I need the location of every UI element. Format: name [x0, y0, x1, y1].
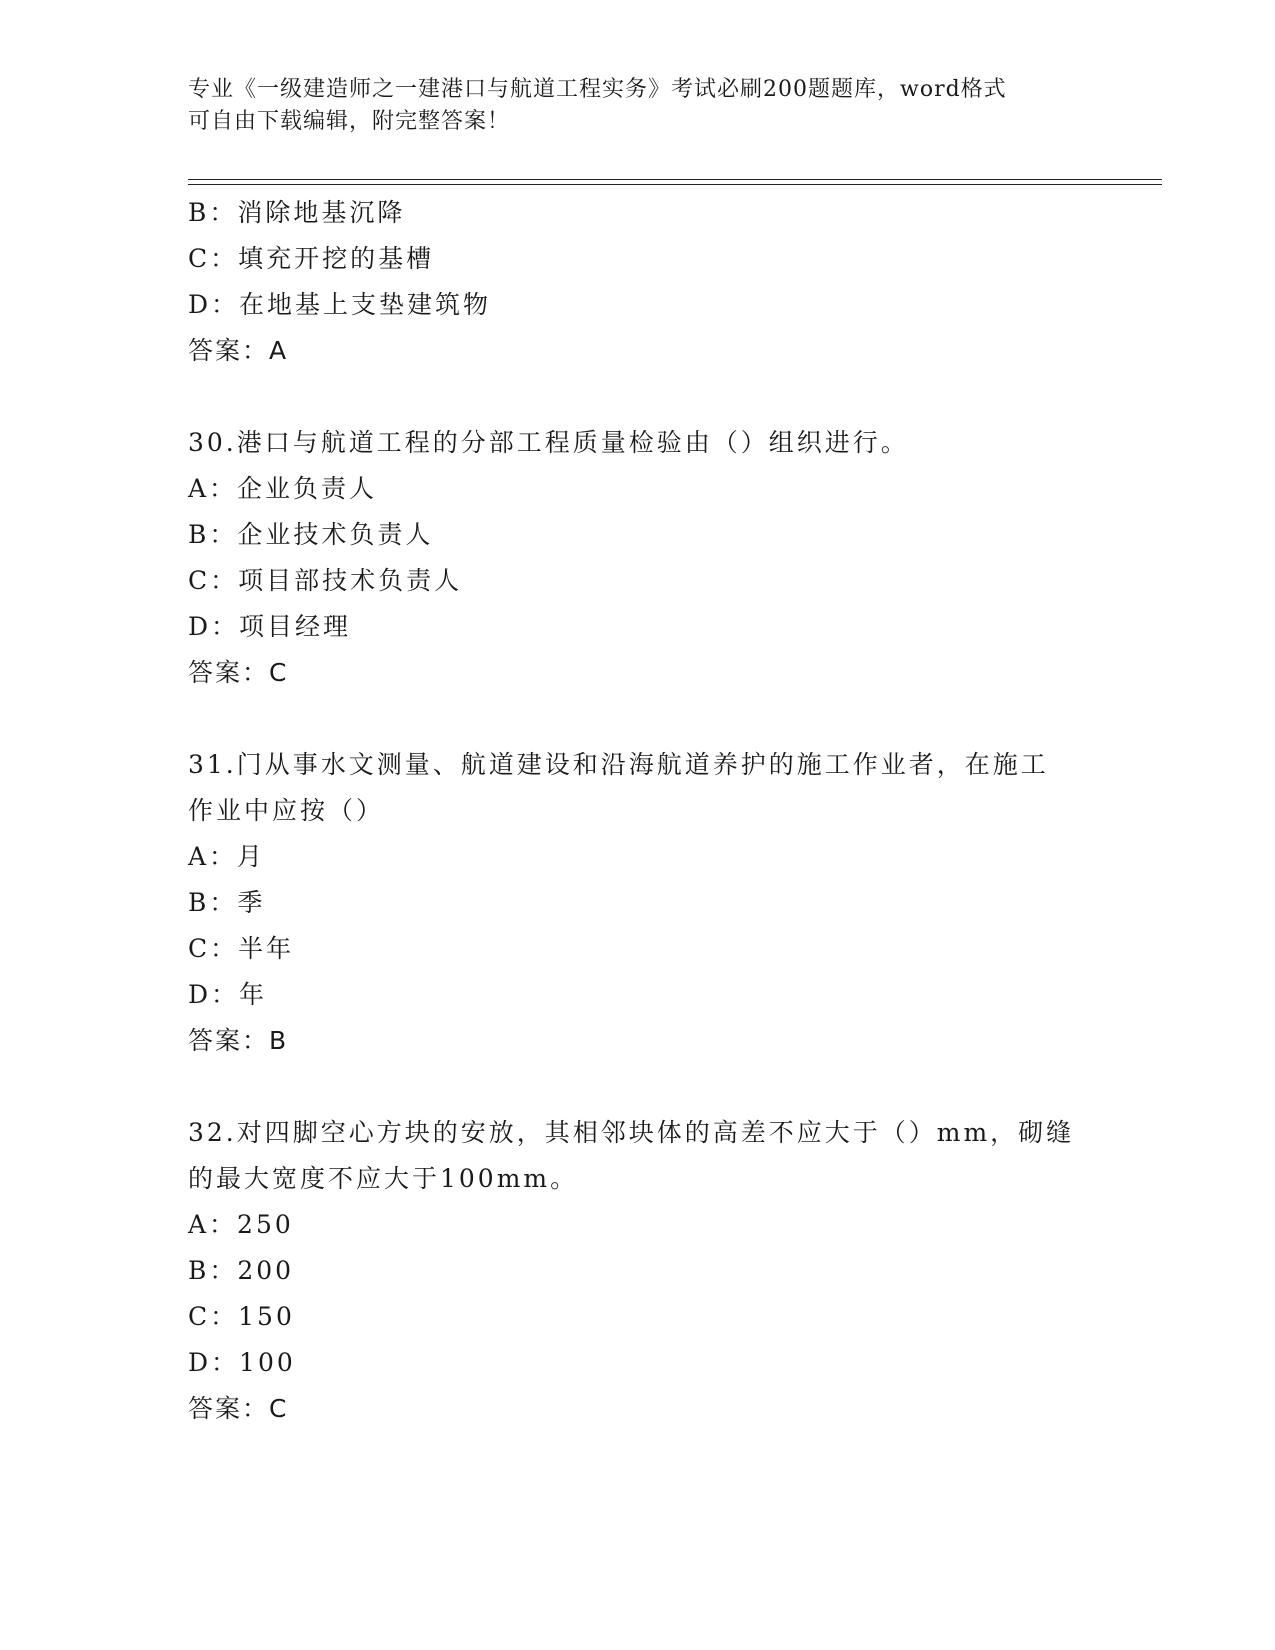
option-b: B：消除地基沉降 [188, 198, 406, 227]
question-text: 30.港口与航道工程的分部工程质量检验由（）组织进行。 [188, 428, 909, 457]
question-text-continued: 作业中应按（） [188, 796, 385, 825]
spacer [188, 374, 1088, 420]
option-b: B：企业技术负责人 [188, 520, 434, 549]
answer-label: 答案：A [188, 336, 289, 365]
answer-label: 答案：C [188, 658, 289, 687]
question-block-31 [188, 742, 1088, 1064]
option-a: A：月 [188, 842, 266, 871]
option-d: D：年 [188, 980, 268, 1009]
question-list [188, 190, 1088, 1432]
question-block-30 [188, 420, 1088, 696]
option-c: C：填充开挖的基槽 [188, 244, 435, 273]
question-block-32 [188, 1110, 1088, 1432]
answer-label: 答案：C [188, 1394, 289, 1423]
option-c: C：项目部技术负责人 [188, 566, 463, 595]
header-divider-bottom [188, 184, 1162, 185]
question-text: 32.对四脚空心方块的安放，其相邻块体的高差不应大于（）mm，砌缝 [188, 1118, 1075, 1147]
option-a: A：企业负责人 [188, 474, 378, 503]
document-header [188, 74, 1088, 138]
option-b: B：200 [188, 1256, 295, 1285]
question-text-continued: 的最大宽度不应大于100mm。 [188, 1164, 579, 1193]
question-text: 31.门从事水文测量、航道建设和沿海航道养护的施工作业者，在施工 [188, 750, 1049, 779]
option-d: D：项目经理 [188, 612, 352, 641]
option-d: D：100 [188, 1348, 296, 1377]
option-b: B：季 [188, 888, 266, 917]
option-a: A：250 [188, 1210, 294, 1239]
header-line-2: 可自由下载编辑，附完整答案！ [188, 109, 511, 134]
header-line-1: 专业《一级建造师之一建港口与航道工程实务》考试必刷200题题库，word格式 [188, 77, 1007, 102]
spacer [188, 1064, 1088, 1110]
option-c: C：150 [188, 1302, 295, 1331]
option-c: C：半年 [188, 934, 295, 963]
option-d: D：在地基上支垫建筑物 [188, 290, 492, 319]
question-block-29 [188, 190, 1088, 374]
spacer [188, 696, 1088, 742]
header-divider-top [188, 179, 1162, 180]
answer-label: 答案：B [188, 1026, 289, 1055]
